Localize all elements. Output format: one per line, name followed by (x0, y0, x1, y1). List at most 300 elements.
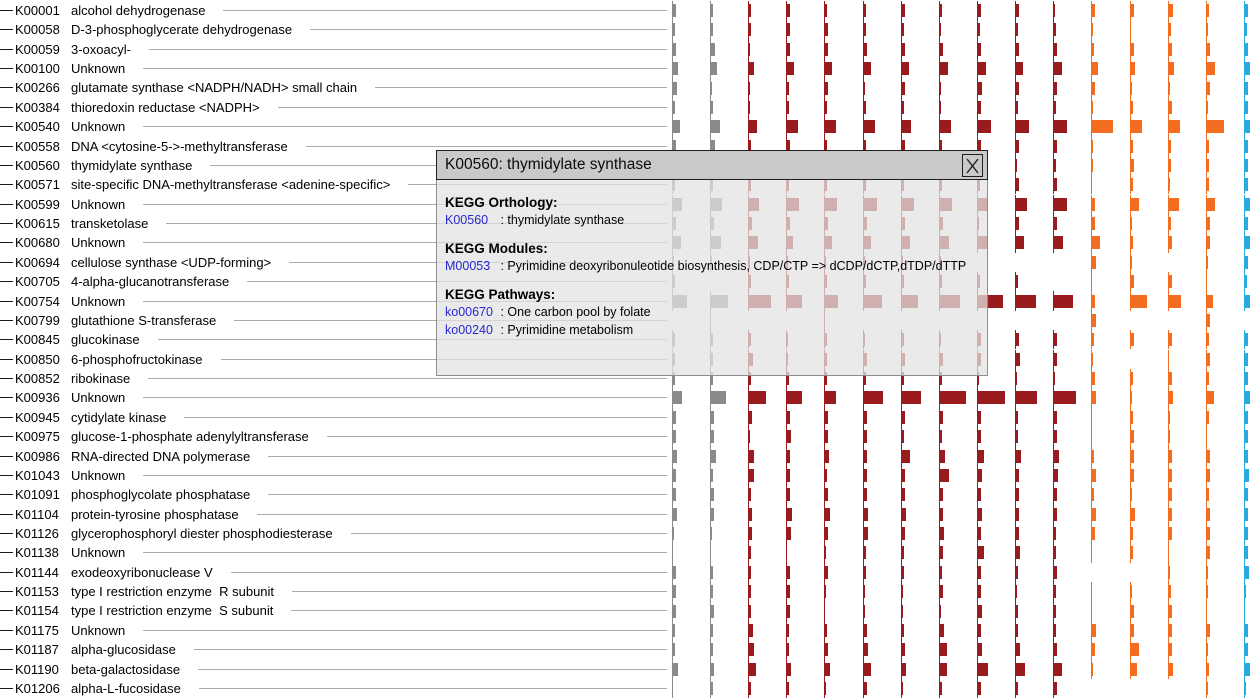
ko-id-label[interactable]: K00599 (15, 196, 60, 212)
heatmap-cell-bar[interactable] (863, 546, 866, 559)
heatmap-cell-bar[interactable] (1206, 488, 1209, 501)
heatmap-cell-bar[interactable] (977, 391, 1005, 404)
heatmap-cell-bar[interactable] (1053, 391, 1076, 404)
ko-id-label[interactable]: K00615 (15, 216, 60, 232)
heatmap-cell-bar[interactable] (1206, 527, 1210, 540)
heatmap-cell-bar[interactable] (1168, 333, 1172, 346)
heatmap-cell-bar[interactable] (1244, 430, 1248, 443)
heatmap-cell-bar[interactable] (1168, 275, 1172, 288)
heatmap-cell-bar[interactable] (1244, 546, 1248, 559)
heatmap-cell-bar[interactable] (824, 663, 830, 676)
heatmap-cell-bar[interactable] (1168, 643, 1172, 656)
heatmap-cell-bar[interactable] (977, 624, 981, 637)
heatmap-cell-bar[interactable] (901, 450, 910, 463)
heatmap-cell-bar[interactable] (939, 663, 947, 676)
heatmap-cell-bar[interactable] (1244, 391, 1250, 404)
heatmap-cell-bar[interactable] (1244, 372, 1248, 385)
heatmap-cell-bar[interactable] (1130, 411, 1133, 424)
heatmap-cell-bar[interactable] (824, 605, 825, 618)
heatmap-cell-bar[interactable] (786, 101, 789, 114)
heatmap-cell-bar[interactable] (901, 682, 903, 695)
popup-title-bar[interactable] (436, 150, 988, 180)
heatmap-cell-bar[interactable] (1168, 217, 1171, 230)
heatmap-cell-bar[interactable] (1053, 198, 1067, 211)
heatmap-cell-bar[interactable] (786, 488, 790, 501)
heatmap-cell-bar[interactable] (824, 101, 827, 114)
heatmap-cell-bar[interactable] (1091, 372, 1095, 385)
heatmap-cell-bar[interactable] (939, 450, 945, 463)
heatmap-cell-bar[interactable] (710, 62, 717, 75)
heatmap-cell-bar[interactable] (1015, 4, 1019, 17)
heatmap-cell-bar[interactable] (1091, 488, 1094, 501)
heatmap-cell-bar[interactable] (1244, 256, 1248, 269)
heatmap-cell-bar[interactable] (977, 450, 984, 463)
heatmap-cell-bar[interactable] (1015, 508, 1019, 521)
ko-id-label[interactable]: K01175 (15, 622, 59, 638)
heatmap-cell-bar[interactable] (1206, 663, 1209, 676)
heatmap-cell-bar[interactable] (939, 120, 951, 133)
heatmap-cell-bar[interactable] (824, 643, 828, 656)
heatmap-cell-bar[interactable] (1053, 372, 1055, 385)
heatmap-cell-bar[interactable] (1015, 140, 1019, 153)
heatmap-cell-bar[interactable] (1015, 159, 1017, 172)
heatmap-cell-bar[interactable] (824, 546, 826, 559)
heatmap-cell-bar[interactable] (786, 391, 802, 404)
heatmap-cell-bar[interactable] (824, 23, 828, 36)
heatmap-cell-bar[interactable] (1053, 62, 1062, 75)
heatmap-cell-bar[interactable] (1244, 62, 1250, 75)
heatmap-cell-bar[interactable] (977, 469, 982, 482)
heatmap-cell-bar[interactable] (786, 82, 789, 95)
heatmap-cell-bar[interactable] (1053, 140, 1057, 153)
heatmap-cell-bar[interactable] (1244, 663, 1250, 676)
heatmap-cell-bar[interactable] (748, 23, 751, 36)
heatmap-cell-bar[interactable] (977, 585, 981, 598)
heatmap-cell-bar[interactable] (1168, 140, 1171, 153)
heatmap-cell-bar[interactable] (748, 643, 754, 656)
heatmap-cell-bar[interactable] (1130, 217, 1132, 230)
heatmap-cell-bar[interactable] (901, 469, 905, 482)
heatmap-cell-bar[interactable] (672, 605, 676, 618)
heatmap-cell-bar[interactable] (1206, 295, 1213, 308)
heatmap-cell-bar[interactable] (710, 120, 720, 133)
heatmap-cell-bar[interactable] (977, 605, 982, 618)
heatmap-cell-bar[interactable] (1168, 198, 1179, 211)
heatmap-cell-bar[interactable] (1015, 546, 1020, 559)
heatmap-cell-bar[interactable] (1168, 82, 1170, 95)
heatmap-cell-bar[interactable] (1053, 566, 1057, 579)
heatmap-cell-bar[interactable] (710, 508, 714, 521)
heatmap-cell-bar[interactable] (1130, 624, 1134, 637)
ko-id-label[interactable]: K01154 (15, 603, 59, 619)
heatmap-cell-bar[interactable] (1130, 82, 1132, 95)
heatmap-cell-bar[interactable] (1206, 430, 1207, 443)
heatmap-cell-bar[interactable] (863, 605, 865, 618)
heatmap-cell-bar[interactable] (1168, 372, 1172, 385)
heatmap-cell-bar[interactable] (786, 643, 789, 656)
heatmap-cell-bar[interactable] (901, 411, 905, 424)
heatmap-cell-bar[interactable] (672, 62, 678, 75)
ko-id-label[interactable]: K01206 (15, 680, 60, 696)
heatmap-cell-bar[interactable] (672, 391, 682, 404)
heatmap-cell-bar[interactable] (748, 527, 752, 540)
heatmap-cell-bar[interactable] (1168, 4, 1173, 17)
heatmap-cell-bar[interactable] (939, 605, 941, 618)
ko-id-label[interactable]: K01190 (15, 661, 59, 677)
heatmap-cell-bar[interactable] (1130, 43, 1134, 56)
kegg-link[interactable]: K00560 (445, 213, 489, 227)
heatmap-cell-bar[interactable] (672, 643, 675, 656)
heatmap-cell-bar[interactable] (786, 585, 790, 598)
heatmap-cell-bar[interactable] (1015, 198, 1027, 211)
heatmap-cell-bar[interactable] (977, 663, 988, 676)
heatmap-cell-bar[interactable] (1091, 256, 1096, 269)
heatmap-cell-bar[interactable] (1015, 585, 1017, 598)
ko-id-label[interactable]: K01144 (15, 564, 59, 580)
heatmap-cell-bar[interactable] (1091, 178, 1092, 191)
heatmap-cell-bar[interactable] (863, 43, 867, 56)
heatmap-cell-bar[interactable] (1168, 353, 1169, 366)
heatmap-cell-bar[interactable] (748, 43, 750, 56)
heatmap-cell-bar[interactable] (1168, 391, 1173, 404)
heatmap-cell-bar[interactable] (710, 643, 713, 656)
heatmap-cell-bar[interactable] (710, 624, 713, 637)
heatmap-cell-bar[interactable] (1244, 566, 1249, 579)
heatmap-cell-bar[interactable] (1168, 566, 1170, 579)
heatmap-cell-bar[interactable] (1091, 333, 1094, 346)
heatmap-cell-bar[interactable] (1091, 217, 1095, 230)
ko-id-label[interactable]: K00975 (15, 429, 60, 445)
heatmap-cell-bar[interactable] (1168, 546, 1169, 559)
heatmap-cell-bar[interactable] (1168, 450, 1172, 463)
heatmap-cell-bar[interactable] (1053, 624, 1056, 637)
heatmap-cell-bar[interactable] (672, 566, 676, 579)
ko-id-label[interactable]: K00540 (15, 119, 60, 135)
ko-id-label[interactable]: K00680 (15, 235, 60, 251)
heatmap-cell-bar[interactable] (1053, 178, 1057, 191)
heatmap-cell-bar[interactable] (1015, 411, 1018, 424)
heatmap-cell-bar[interactable] (1206, 198, 1215, 211)
heatmap-cell-bar[interactable] (1091, 527, 1095, 540)
heatmap-cell-bar[interactable] (1206, 101, 1208, 114)
heatmap-cell-bar[interactable] (1244, 605, 1245, 618)
heatmap-cell-bar[interactable] (1091, 663, 1093, 676)
ko-id-label[interactable]: K00558 (15, 138, 60, 154)
heatmap-cell-bar[interactable] (939, 82, 941, 95)
heatmap-cell-bar[interactable] (1168, 120, 1180, 133)
heatmap-cell-bar[interactable] (786, 527, 791, 540)
heatmap-cell-bar[interactable] (1130, 585, 1132, 598)
heatmap-cell-bar[interactable] (1206, 217, 1210, 230)
heatmap-cell-bar[interactable] (1015, 663, 1025, 676)
heatmap-cell-bar[interactable] (863, 682, 867, 695)
ko-id-label[interactable]: K01187 (15, 642, 59, 658)
heatmap-cell-bar[interactable] (1091, 120, 1113, 133)
heatmap-cell-bar[interactable] (939, 527, 944, 540)
ko-id-label[interactable]: K01091 (15, 487, 60, 503)
heatmap-cell-bar[interactable] (1015, 488, 1019, 501)
heatmap-cell-bar[interactable] (1091, 450, 1094, 463)
heatmap-cell-bar[interactable] (901, 624, 904, 637)
heatmap-cell-bar[interactable] (1168, 411, 1170, 424)
heatmap-cell-bar[interactable] (1244, 450, 1248, 463)
heatmap-cell-bar[interactable] (939, 566, 942, 579)
heatmap-cell-bar[interactable] (1053, 643, 1057, 656)
ko-id-label[interactable]: K00058 (15, 22, 60, 38)
heatmap-cell-bar[interactable] (1053, 353, 1057, 366)
heatmap-cell-bar[interactable] (1206, 585, 1208, 598)
heatmap-cell-bar[interactable] (748, 488, 751, 501)
heatmap-cell-bar[interactable] (748, 450, 754, 463)
heatmap-cell-bar[interactable] (901, 101, 904, 114)
heatmap-cell-bar[interactable] (824, 585, 826, 598)
heatmap-cell-bar[interactable] (1244, 275, 1247, 288)
heatmap-cell-bar[interactable] (1053, 469, 1058, 482)
heatmap-cell-bar[interactable] (1206, 178, 1209, 191)
heatmap-cell-bar[interactable] (977, 430, 981, 443)
heatmap-cell-bar[interactable] (977, 488, 981, 501)
heatmap-cell-bar[interactable] (863, 82, 865, 95)
heatmap-cell-bar[interactable] (1244, 236, 1250, 249)
heatmap-cell-bar[interactable] (1130, 333, 1134, 346)
heatmap-cell-bar[interactable] (977, 566, 981, 579)
heatmap-cell-bar[interactable] (824, 488, 828, 501)
heatmap-cell-bar[interactable] (863, 508, 868, 521)
heatmap-cell-bar[interactable] (1130, 295, 1147, 308)
heatmap-cell-bar[interactable] (824, 82, 828, 95)
heatmap-cell-bar[interactable] (901, 527, 905, 540)
heatmap-cell-bar[interactable] (1015, 450, 1021, 463)
ko-id-label[interactable]: K01043 (15, 467, 60, 483)
heatmap-cell-bar[interactable] (1244, 43, 1248, 56)
heatmap-cell-bar[interactable] (863, 23, 866, 36)
heatmap-cell-bar[interactable] (710, 527, 712, 540)
heatmap-cell-bar[interactable] (901, 585, 903, 598)
heatmap-cell-bar[interactable] (1206, 43, 1210, 56)
heatmap-cell-bar[interactable] (1091, 546, 1092, 559)
heatmap-cell-bar[interactable] (748, 4, 751, 17)
heatmap-cell-bar[interactable] (1244, 140, 1248, 153)
heatmap-cell-bar[interactable] (901, 23, 904, 36)
heatmap-cell-bar[interactable] (1053, 23, 1056, 36)
heatmap-cell-bar[interactable] (1091, 411, 1092, 424)
heatmap-cell-bar[interactable] (824, 4, 827, 17)
ko-id-label[interactable]: K00560 (15, 157, 60, 173)
heatmap-cell-bar[interactable] (710, 23, 713, 36)
heatmap-cell-bar[interactable] (1206, 4, 1209, 17)
heatmap-cell-bar[interactable] (1206, 314, 1210, 327)
heatmap-cell-bar[interactable] (748, 605, 751, 618)
heatmap-cell-bar[interactable] (1091, 353, 1093, 366)
heatmap-cell-bar[interactable] (977, 43, 981, 56)
ko-id-label[interactable]: K00266 (15, 80, 60, 96)
heatmap-cell-bar[interactable] (710, 566, 713, 579)
heatmap-cell-bar[interactable] (748, 469, 754, 482)
heatmap-cell-bar[interactable] (977, 411, 981, 424)
heatmap-cell-bar[interactable] (1206, 275, 1207, 288)
heatmap-cell-bar[interactable] (901, 566, 904, 579)
heatmap-cell-bar[interactable] (1053, 546, 1056, 559)
heatmap-cell-bar[interactable] (1130, 140, 1133, 153)
heatmap-cell-bar[interactable] (1015, 333, 1019, 346)
heatmap-cell-bar[interactable] (863, 527, 868, 540)
heatmap-cell-bar[interactable] (786, 682, 789, 695)
heatmap-cell-bar[interactable] (710, 682, 713, 695)
heatmap-cell-bar[interactable] (1130, 372, 1133, 385)
heatmap-cell-bar[interactable] (1053, 682, 1057, 695)
heatmap-cell-bar[interactable] (1206, 353, 1210, 366)
heatmap-cell-bar[interactable] (824, 624, 827, 637)
heatmap-cell-bar[interactable] (901, 546, 904, 559)
heatmap-cell-bar[interactable] (901, 643, 905, 656)
heatmap-cell-bar[interactable] (1015, 527, 1019, 540)
heatmap-cell-bar[interactable] (1091, 508, 1096, 521)
heatmap-cell-bar[interactable] (863, 411, 867, 424)
heatmap-cell-bar[interactable] (977, 62, 986, 75)
heatmap-cell-bar[interactable] (939, 101, 941, 114)
heatmap-cell-bar[interactable] (748, 101, 750, 114)
heatmap-cell-bar[interactable] (939, 62, 948, 75)
heatmap-cell-bar[interactable] (1091, 82, 1095, 95)
heatmap-cell-bar[interactable] (1206, 450, 1210, 463)
heatmap-cell-bar[interactable] (786, 43, 790, 56)
heatmap-cell-bar[interactable] (977, 508, 982, 521)
heatmap-cell-bar[interactable] (939, 469, 949, 482)
heatmap-cell-bar[interactable] (1168, 663, 1173, 676)
heatmap-cell-bar[interactable] (1206, 411, 1209, 424)
heatmap-cell-bar[interactable] (748, 585, 751, 598)
heatmap-cell-bar[interactable] (1206, 140, 1209, 153)
heatmap-cell-bar[interactable] (939, 430, 942, 443)
heatmap-cell-bar[interactable] (1130, 391, 1132, 404)
heatmap-cell-bar[interactable] (1015, 178, 1019, 191)
kegg-link[interactable]: M00053 (445, 259, 491, 273)
heatmap-cell-bar[interactable] (863, 643, 868, 656)
heatmap-cell-bar[interactable] (1053, 605, 1056, 618)
heatmap-cell-bar[interactable] (824, 430, 828, 443)
heatmap-cell-bar[interactable] (710, 488, 714, 501)
heatmap-cell-bar[interactable] (1168, 159, 1171, 172)
heatmap-cell-bar[interactable] (824, 527, 828, 540)
heatmap-cell-bar[interactable] (1053, 333, 1057, 346)
heatmap-cell-bar[interactable] (1206, 469, 1210, 482)
heatmap-cell-bar[interactable] (1244, 159, 1248, 172)
heatmap-cell-bar[interactable] (1130, 62, 1135, 75)
heatmap-cell-bar[interactable] (672, 411, 676, 424)
heatmap-cell-bar[interactable] (939, 488, 943, 501)
heatmap-cell-bar[interactable] (1091, 624, 1096, 637)
heatmap-cell-bar[interactable] (824, 120, 836, 133)
ko-id-label[interactable]: K00850 (15, 351, 60, 367)
heatmap-cell-bar[interactable] (1244, 508, 1248, 521)
heatmap-cell-bar[interactable] (977, 4, 981, 17)
heatmap-cell-bar[interactable] (672, 23, 675, 36)
heatmap-cell-bar[interactable] (1091, 605, 1092, 618)
heatmap-cell-bar[interactable] (824, 411, 828, 424)
heatmap-cell-bar[interactable] (1053, 527, 1056, 540)
heatmap-cell-bar[interactable] (1130, 178, 1133, 191)
ko-id-label[interactable]: K01126 (15, 525, 59, 541)
heatmap-cell-bar[interactable] (710, 605, 714, 618)
heatmap-cell-bar[interactable] (863, 624, 867, 637)
heatmap-cell-bar[interactable] (901, 62, 909, 75)
ko-id-label[interactable]: K00852 (15, 371, 60, 387)
heatmap-cell-bar[interactable] (1244, 217, 1248, 230)
ko-id-label[interactable]: K01138 (15, 545, 59, 561)
heatmap-cell-bar[interactable] (1168, 585, 1171, 598)
heatmap-cell-bar[interactable] (1168, 488, 1172, 501)
heatmap-cell-bar[interactable] (1206, 605, 1207, 618)
heatmap-cell-bar[interactable] (1130, 256, 1132, 269)
heatmap-cell-bar[interactable] (1168, 236, 1172, 249)
heatmap-cell-bar[interactable] (1091, 643, 1095, 656)
ko-id-label[interactable]: K00936 (15, 390, 60, 406)
heatmap-cell-bar[interactable] (1091, 236, 1100, 249)
heatmap-cell-bar[interactable] (1130, 605, 1134, 618)
heatmap-cell-bar[interactable] (1130, 663, 1137, 676)
heatmap-cell-bar[interactable] (1091, 275, 1092, 288)
heatmap-cell-bar[interactable] (901, 120, 911, 133)
heatmap-cell-bar[interactable] (939, 23, 941, 36)
heatmap-cell-bar[interactable] (1168, 62, 1174, 75)
heatmap-cell-bar[interactable] (672, 4, 676, 17)
heatmap-cell-bar[interactable] (1244, 682, 1246, 695)
heatmap-cell-bar[interactable] (1130, 469, 1134, 482)
heatmap-cell-bar[interactable] (786, 430, 791, 443)
heatmap-cell-bar[interactable] (939, 585, 943, 598)
heatmap-cell-bar[interactable] (1053, 411, 1057, 424)
heatmap-cell-bar[interactable] (672, 450, 677, 463)
heatmap-cell-bar[interactable] (1053, 508, 1057, 521)
heatmap-cell-bar[interactable] (1244, 178, 1248, 191)
heatmap-cell-bar[interactable] (1130, 643, 1139, 656)
heatmap-cell-bar[interactable] (1091, 295, 1095, 308)
heatmap-cell-bar[interactable] (1168, 508, 1172, 521)
heatmap-cell-bar[interactable] (1206, 391, 1214, 404)
kegg-link[interactable]: ko00670 (445, 305, 493, 319)
heatmap-cell-bar[interactable] (824, 508, 830, 521)
heatmap-cell-bar[interactable] (977, 120, 991, 133)
heatmap-cell-bar[interactable] (1130, 430, 1134, 443)
heatmap-cell-bar[interactable] (1091, 198, 1095, 211)
heatmap-cell-bar[interactable] (786, 546, 787, 559)
heatmap-cell-bar[interactable] (748, 682, 751, 695)
heatmap-cell-bar[interactable] (863, 585, 865, 598)
heatmap-cell-bar[interactable] (1091, 62, 1098, 75)
heatmap-cell-bar[interactable] (1053, 101, 1056, 114)
heatmap-cell-bar[interactable] (1015, 295, 1036, 308)
heatmap-cell-bar[interactable] (1168, 23, 1171, 36)
ko-id-label[interactable]: K00100 (15, 61, 60, 77)
heatmap-cell-bar[interactable] (672, 624, 675, 637)
heatmap-cell-bar[interactable] (1053, 120, 1067, 133)
heatmap-cell-bar[interactable] (901, 508, 906, 521)
heatmap-cell-bar[interactable] (710, 450, 716, 463)
heatmap-cell-bar[interactable] (1206, 120, 1224, 133)
heatmap-cell-bar[interactable] (1091, 140, 1093, 153)
ko-id-label[interactable]: K00059 (15, 41, 60, 57)
heatmap-cell-bar[interactable] (824, 43, 828, 56)
heatmap-cell-bar[interactable] (672, 488, 676, 501)
heatmap-cell-bar[interactable] (1130, 527, 1133, 540)
heatmap-cell-bar[interactable] (1206, 372, 1209, 385)
heatmap-cell-bar[interactable] (786, 624, 789, 637)
heatmap-cell-bar[interactable] (977, 527, 981, 540)
heatmap-cell-bar[interactable] (863, 391, 883, 404)
heatmap-cell-bar[interactable] (863, 488, 867, 501)
heatmap-cell-bar[interactable] (863, 469, 867, 482)
heatmap-cell-bar[interactable] (1053, 159, 1056, 172)
